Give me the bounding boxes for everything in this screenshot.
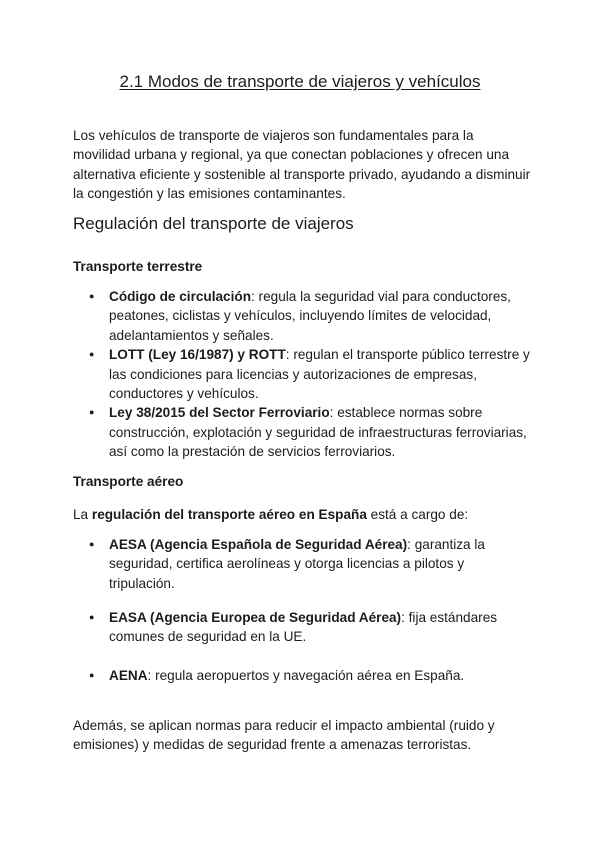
list-item	[73, 608, 533, 647]
item-term: Código de circulación	[109, 289, 251, 304]
item-term: AESA (Agencia Española de Seguridad Aérea)	[109, 537, 408, 552]
aereo-list-2	[73, 608, 533, 647]
item-desc: : regulan el transporte público terrestre y las condiciones para licencias y autorizaciones de empresas, conductores y vehículos.	[109, 347, 530, 402]
aereo-list-1	[73, 535, 533, 593]
closing-paragraph: Además, se aplican normas para reducir el impacto ambiental (ruido y emisiones) y medidas de seguridad frente a amenazas terroristas.	[73, 718, 495, 753]
item-desc: : establece normas sobre construcción, explotación y seguridad de infraestructuras ferroviarias, así como la prestación de servicios ferroviarios.	[109, 405, 527, 460]
list-item	[73, 666, 533, 685]
list-item	[73, 403, 533, 461]
item-term: AENA	[109, 668, 148, 683]
terrestre-heading: Transporte terrestre	[73, 259, 203, 274]
lead-text-end: está a cargo de:	[366, 507, 469, 522]
aereo-list-3	[73, 666, 533, 685]
list-item	[73, 535, 533, 593]
list-item	[73, 345, 533, 403]
item-term: LOTT (Ley 16/1987) y ROTT	[109, 347, 286, 363]
terrestre-list	[73, 287, 533, 462]
list-item	[73, 287, 533, 345]
section-heading: Regulación del transporte de viajeros	[73, 214, 354, 233]
item-term: Ley 38/2015 del Sector Ferroviario	[109, 405, 330, 421]
aereo-lead	[73, 505, 533, 524]
lead-text: La	[73, 507, 92, 522]
page-title: 2.1 Modos de transporte de viajeros y vehículos	[119, 72, 481, 91]
aereo-heading: Transporte aéreo	[73, 474, 184, 489]
item-term: EASA (Agencia Europea de Seguridad Aérea)	[109, 610, 402, 625]
item-desc: : regula aeropuertos y navegación aérea en España.	[147, 668, 465, 683]
item-desc: : garantiza la seguridad, certifica aerolíneas y otorga licencias a pilotos y tripulación.	[109, 537, 485, 591]
item-desc: : regula la seguridad vial para conductores, peatones, ciclistas y vehículos, incluyendo límites de velocidad, adelantamientos y señales.	[109, 289, 511, 343]
intro-paragraph: Los vehículos de transporte de viajeros son fundamentales para la movilidad urbana y regional, ya que conectan poblaciones y ofrecen una alternativa eficiente y sostenible al transporte privado, ayudando a disminuir la congestión y las emisiones contaminantes.	[73, 128, 531, 202]
lead-bold: regulación del transporte aéreo en España	[91, 507, 367, 522]
item-desc: : fija estándares comunes de seguridad en la UE.	[109, 610, 498, 645]
